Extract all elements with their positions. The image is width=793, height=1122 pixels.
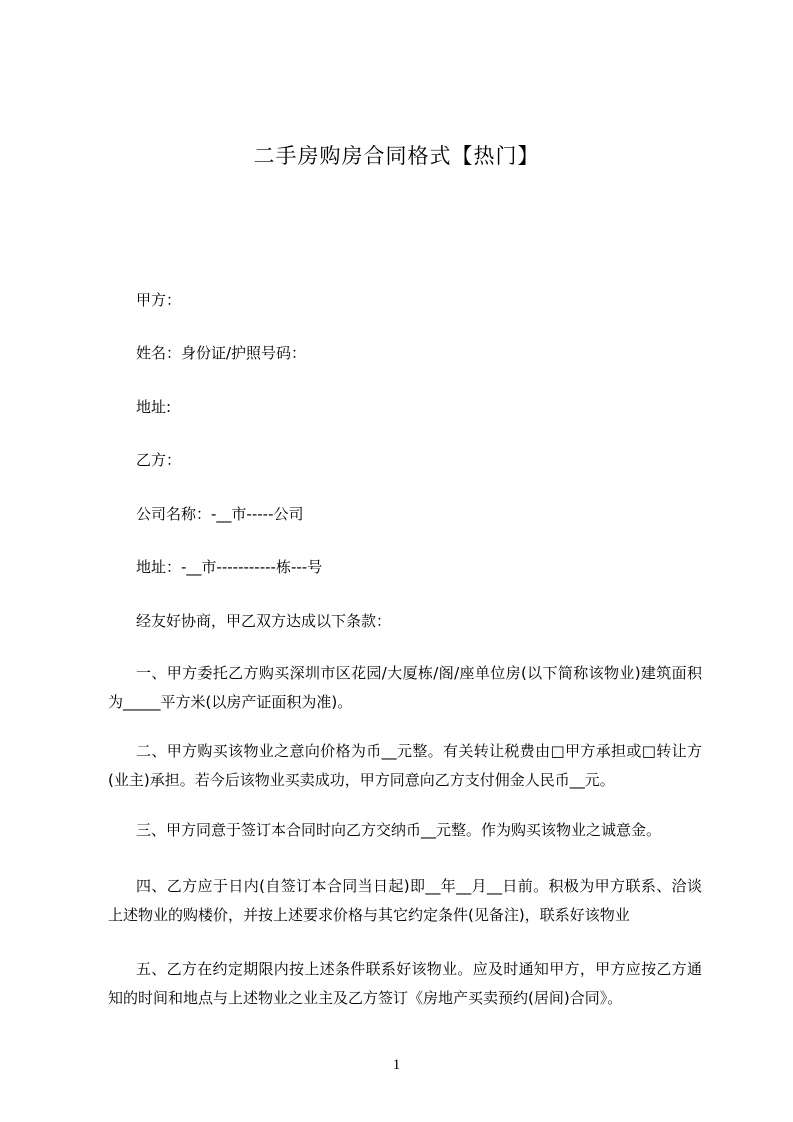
- clause-5: 五、乙方在约定期限内按上述条件联系好该物业。应及时通知甲方，甲方应按乙方通知的时间和地点与上述物业之业主及乙方签订《房地产买卖预约(居间)合同》。: [108, 960, 702, 1007]
- clause-1: 一、甲方委托乙方购买深圳市区花园/大厦栋/阁/座单位房(以下简称该物业)建筑面积为_____平方米(以房产证面积为准)。: [108, 664, 702, 711]
- party-a-name-id: 姓名：身份证/护照号码：: [136, 344, 307, 362]
- party-b-company: 公司名称：-__市-----公司: [136, 505, 304, 523]
- party-a-address: 地址:: [136, 398, 172, 416]
- party-a-label: 甲方：: [136, 291, 182, 309]
- document-title: 二手房购房合同格式【热门】: [253, 144, 540, 168]
- clause-4: 四、乙方应于日内(自签订本合同当日起)即__年__月__日前。积极为甲方联系、洽谈上述物业的购楼价，并按上述要求价格与其它约定条件(见备注)，联系好该物业: [108, 877, 702, 924]
- party-b-label: 乙方：: [136, 451, 182, 469]
- intro-text: 经友好协商，甲乙双方达成以下条款：: [136, 612, 392, 630]
- clause-3: 三、甲方同意于签订本合同时向乙方交纳币__元整。作为购买该物业之诚意金。: [136, 821, 662, 839]
- clause-2: 二、甲方购买该物业之意向价格为币__元整。有关转让税费由□甲方承担或□转让方(业主)承担。若今后该物业买卖成功，甲方同意向乙方支付佣金人民币__元。: [108, 742, 702, 789]
- party-b-address: 地址：-__市-----------栋---号: [136, 558, 323, 576]
- page-number: 1: [392, 1057, 401, 1073]
